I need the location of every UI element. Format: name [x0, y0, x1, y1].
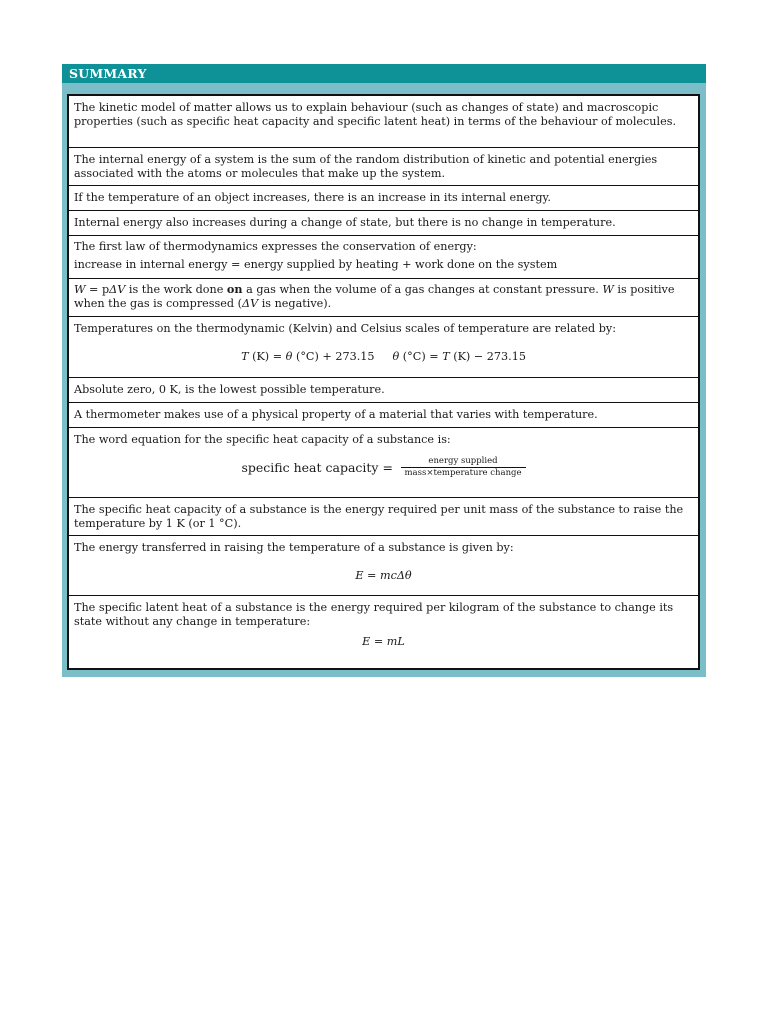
shc-label: specific heat capacity =: [241, 459, 393, 475]
fraction-denominator: mass×temperature change: [404, 467, 522, 478]
text-part: is negative).: [258, 296, 332, 310]
delta-v: ΔV: [241, 296, 259, 310]
work-symbol: W: [602, 283, 614, 296]
row-text: Internal energy also increases during a change of state, but there is no change in temperature.: [74, 216, 616, 229]
bold-on: on: [226, 282, 243, 296]
energy-equation: E = mcΔθ: [355, 568, 412, 582]
summary-row-internal-energy: [69, 147, 698, 185]
summary-row-absolute-zero: [69, 377, 698, 402]
summary-table: [67, 94, 700, 670]
summary-row-temperature-scales: [69, 316, 698, 377]
eq-text: (K) =: [248, 349, 286, 363]
eq-text: (°C) + 273.15: [292, 349, 375, 363]
summary-row-first-law: [69, 235, 698, 278]
eq-text: (K) − 273.15: [449, 349, 526, 363]
summary-row-thermometer: [69, 402, 698, 427]
summary-row-energy-transferred: [69, 535, 698, 595]
summary-row-work-done: [69, 278, 698, 316]
row-text: Temperatures on the thermodynamic (Kelvin) and Celsius scales of temperature are related by:: [74, 322, 617, 335]
temperature-equations: [74, 350, 693, 364]
shc-fraction: [401, 456, 526, 479]
row-text: The first law of thermodynamics expresses the conservation of energy:: [74, 240, 477, 253]
summary-box: [62, 64, 706, 677]
shc-word-equation: [74, 456, 693, 479]
text-part: is the work done: [125, 283, 227, 296]
row-text: [74, 283, 693, 310]
summary-row-latent-heat: [69, 595, 698, 668]
row-text: The specific heat capacity of a substance is the energy required per unit mass of the substance to raise the temperature by 1 K (or 1 °C).: [74, 503, 684, 530]
eq-symbol: θ: [285, 349, 293, 363]
fraction-numerator: energy supplied: [401, 456, 526, 468]
summary-row-temperature-increase: [69, 185, 698, 210]
row-text: Absolute zero, 0 K, is the lowest possible temperature.: [74, 383, 385, 396]
eq-symbol: T: [442, 349, 450, 363]
summary-row-change-of-state: [69, 210, 698, 235]
row-text: The energy transferred in raising the temperature of a substance is given by:: [74, 541, 514, 554]
row-text: The word equation for the specific heat capacity of a substance is:: [74, 433, 451, 446]
delta-v: ΔV: [109, 283, 126, 296]
text-part: a gas when the volume of a gas changes at constant pressure.: [242, 283, 603, 296]
work-symbol: W: [74, 283, 86, 296]
row-text: If the temperature of an object increases, there is an increase in its internal energy.: [74, 191, 551, 204]
first-law-equation: increase in internal energy = energy supplied by heating + work done on the system: [74, 257, 558, 271]
row-text: The internal energy of a system is the sum of the random distribution of kinetic and potential energies associated with the atoms or molecules that make up the system.: [74, 153, 658, 180]
latent-heat-equation: E = mL: [362, 635, 405, 648]
eq-symbol: θ: [392, 349, 400, 363]
row-text: The kinetic model of matter allows us to explain behaviour (such as changes of state) and macroscopic properties (such as specific heat capacity and specific latent heat) in terms of the behaviour of molecules.: [74, 101, 676, 128]
row-text: A thermometer makes use of a physical property of a material that varies with temperature.: [74, 408, 598, 421]
row-text: The specific latent heat of a substance is the energy required per kilogram of the substance to change its state without any change in temperature:: [74, 601, 674, 628]
summary-row-shc-definition: [69, 497, 698, 535]
summary-row-shc-word-equation: [69, 427, 698, 497]
eq-part: = p: [85, 283, 110, 296]
summary-title: SUMMARY: [62, 64, 706, 83]
text-part: is positive when the gas is compressed (: [74, 283, 675, 310]
summary-row-kinetic-model: [69, 96, 698, 147]
eq-text: (°C) =: [399, 349, 443, 363]
eq-symbol: T: [241, 349, 249, 363]
